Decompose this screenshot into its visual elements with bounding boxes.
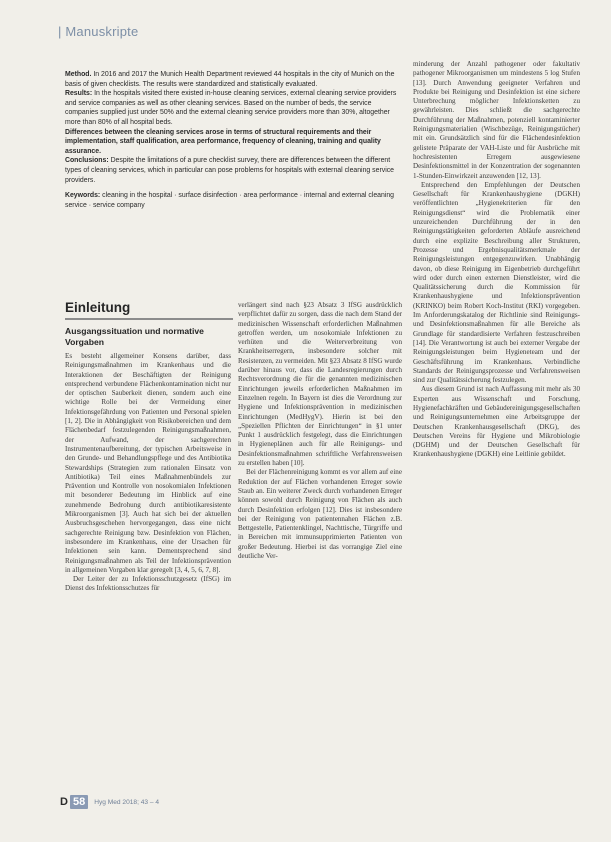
results-text: In the hospitals visited there existed in-house cleaning services, external cleaning service providers and service companies as well as other cleaning services. Based on the number of beds, the service companies supplied just under 50% and the external cleaning service providers more than 30%, altogether more than 80% of all hospital beds. xyxy=(65,90,397,126)
keywords-text: cleaning in the hospital · surface disinfection · area performance · internal and external cleaning service · service company xyxy=(65,192,395,209)
col3-paragraph-b: Entsprechend den Empfehlungen der Deutschen Gesellschaft für Krankenhaushygiene (DGKH) veröffentlichten „Hygienekriterien für den Reinigungsdienst“ wird die Problematik einer unzureichenden Durchführung der in den Reinigungstätigkeiten geforderten Abläufe ausreichend durch eine explizite Beschreibung aller Strukturen, Prozesse und Ergebnisqualitätsmerkmale der Reinigungsleistungen entgegenzuwirken. Unabhängig davon, ob diese Reinigung im Eigenbetrieb durchgeführt wird oder durch einen externen Dienstleister, wird die Qualitätssicherung durch die Kommission für Krankenhaushygiene und Infektionsprävention (KRINKO) beim Robert Koch-Institut (RKI) vorgegeben. Im Anforderungskatalog der Richtlinie sind Reinigungs- und Desinfektionsmaßnahmen für alle Bereiche als Grundlage für standardisierte Verfahren festzuschreiben [14]. Die Verantwortung ist auch bei externer Vergabe der Reinigungsleistungen beim Hygieneteam und der Geschäftsführung im Krankenhaus. Verbindliche Standards der Reinigungsprozesse und Verfahrensweisen sind zur Qualitätssicherung festzulegen. xyxy=(413,180,580,385)
body-column-1 xyxy=(65,352,231,594)
body-column-2 xyxy=(238,301,402,561)
english-abstract xyxy=(65,70,400,210)
journal-citation: Hyg Med 2018; 43 – 4 xyxy=(94,798,160,806)
page-footer xyxy=(60,795,159,809)
page-prefix: D xyxy=(60,796,68,808)
body-column-3 xyxy=(413,60,580,460)
col1-paragraph: Es besteht allgemeiner Konsens darüber, dass Reinigungsmaßnahmen im Krankenhaus und die Interaktionen der Beschäftigten der Reinigung entsprechend verbundene Flächenkontamination nicht nur der optischen Sauberkeit dienen, sondern auch eine wichtige Rolle bei der Vermeidung einer Infektionsgefährdung von Patienten und Personal spielen [1, 2]. Die in Abhängigkeit von Risikobereichen und dem Flächenbedarf festzulegenden Reinigungsmaßnahmen, der Aufwand, der sachgerechten Instrumentenaufbereitung, der typischen Arbeitsweise in den Grunde- und Behandlungspflege und des Antibiotika Stewardships (Strategien zum rationalen Einsatz von Antibiotika) Teil eines Maßnahmenbündels zur Prävention und Kontrolle von nosokomialen Infektionen mit besonderer Bedeutung im Hinblick auf eine zunehmende Bedrohung durch antibiotikaresistente Mikroorganismen [3]. Auch hat sich bei der aktuellen Ausbruchsgeschehen hervorgegangen, dass eine nicht sachgerechte Reinigung bzw. Desinfektion von Flächen, insbesondere im Krankenhaus, eine der Ursachen für Infektionen sein kann. Dementsprechend sind Reinigungsmaßnahmen als Teil der Infektionsprävention in allgemeinen Vorgaben klar geregelt [3, 4, 5, 6, 7, 8]. xyxy=(65,352,231,574)
col3-paragraph: minderung der Anzahl pathogener oder fakultativ pathogener Mikroorganismen um mindestens 5 log Stufen [13]. Durch Anwendung geeigneter Verfahren und Produkte bei Reinigung und Desinfektion ist eine sichere Unterbrechung möglicher Infektionsketten zu gewährleisten. Dies schließt die sachgerechte Durchführung der Maßnahmen, potenziell kontaminierter Reinigungsmaterialien (Wischbezüge, Reinigungstücher) mit ein. Grundsätzlich sind für die Flächendesinfektion gelistete Präparate der VAH-Liste und für Ausbrüche mit hochresistenten Erregern ausgewiesene Desinfektionsmittel in der Konzentration der sogenannten 1-Stunden-Einwirkzeit anzuwenden [12, 13]. xyxy=(413,60,580,180)
col2-paragraph: verlängert sind nach §23 Absatz 3 IfSG ausdrücklich verpflichtet dafür zu sorgen, dass die nach dem Stand der medizinischen Wissenschaft erforderlichen Maßnahmen getroffen werden, um nosokomiale Infektionen zu verhüten und die Weiterverbreitung von Krankheitserregern, insbesondere solcher mit Resistenzen, zu vermeiden. Mit §23 Absatz 8 IfSG wurde darüber hinaus vor, dass die Landesregierungen durch Rechtsverordnung die für die genannten medizinischen Einrichtungen jeweils erforderlichen Maßnahmen im Einzelnen regeln. In Bayern ist dies die Verordnung zur Hygiene und Infektionsprävention in medizinischen Einrichtungen (MedHygV). Hierin ist bei den „Speziellen Pflichten der Einrichtungen“ in §1 unter Punkt 1 ausdrücklich festgelegt, dass die Einrichtungen in Hygieneplänen auch für alle Reinigungs- und Desinfektionsmaßnahmen schriftliche Verfahrensweisen zu erstellen haben [10]. xyxy=(238,301,402,468)
abstract-differences xyxy=(65,128,400,157)
col2-paragraph-b: Bei der Flächenreinigung kommt es vor allem auf eine Reduktion der auf Flächen vorhandenen Erreger sowie Staub an. Ein weiterer Zweck durch vorhandenen Erreger können sowohl durch Reinigung von Flächen als auch durch Desinfektion erfolgen [12]. Dies ist insbesondere bei der Reinigung von patientennahen Flächen z.B. Bettgestelle, Patientenklingel, Nachttische, Türgriffe und in Bereichen mit immunsupprimierten Patienten von großer Bedeutung. Hierbei ist das vorrangige Ziel eine deutliche Ver- xyxy=(238,468,402,561)
method-text: In 2016 and 2017 the Munich Health Department reviewed 44 hospitals in the city of Munich on the basis of given checklists. The results were standardized and statistically evaluated. xyxy=(65,71,395,88)
page-number-value: 58 xyxy=(70,795,88,809)
results-head: Results: xyxy=(65,90,93,98)
heading-rule xyxy=(65,318,233,320)
abstract-method xyxy=(65,70,400,89)
subsection-heading: Ausgangssituation und normative Vorgaben xyxy=(65,326,204,347)
page-number xyxy=(60,795,88,809)
keywords-head: Keywords: xyxy=(65,192,101,200)
col3-paragraph-c: Aus diesem Grund ist nach Auffassung mit mehr als 30 Experten aus Wissenschaft und Forschung, Hygienefachkräften und Gebäudereinigungsgesellschaften und Reinigungsunternehmen eine Arbeitsgruppe der Deutschen Krankenhausgesellschaft (DKG), des Deutschen Vereins für Hygiene und Mikrobiologie (DGHM) und der Deutschen Gesellschaft für Krankenhaushygiene (DGKH) eine Leitlinie gebildet. xyxy=(413,385,580,459)
abstract-conclusions xyxy=(65,156,400,185)
section-label: | Manuskripte xyxy=(58,24,139,39)
abstract-results xyxy=(65,89,400,127)
section-heading: Einleitung xyxy=(65,300,131,315)
abstract-keywords xyxy=(65,191,400,210)
col1-paragraph-end: Der Leiter der zu Infektionsschutzgesetz (IfSG) im Dienst des Infektionsschutzes für xyxy=(65,575,231,593)
conclusions-head: Conclusions: xyxy=(65,157,109,165)
conclusions-text: Despite the limitations of a pure checklist survey, there are differences between the different types of cleaning services, which in particular can pose problems for hospitals with external cleaning service providers. xyxy=(65,157,394,184)
method-head: Method. xyxy=(65,71,92,78)
differences-text: Differences between the cleaning services arose in terms of structural requirements and their implementation, staff qualification, area performance, frequency of cleaning, training and quality assurance. xyxy=(65,128,381,155)
